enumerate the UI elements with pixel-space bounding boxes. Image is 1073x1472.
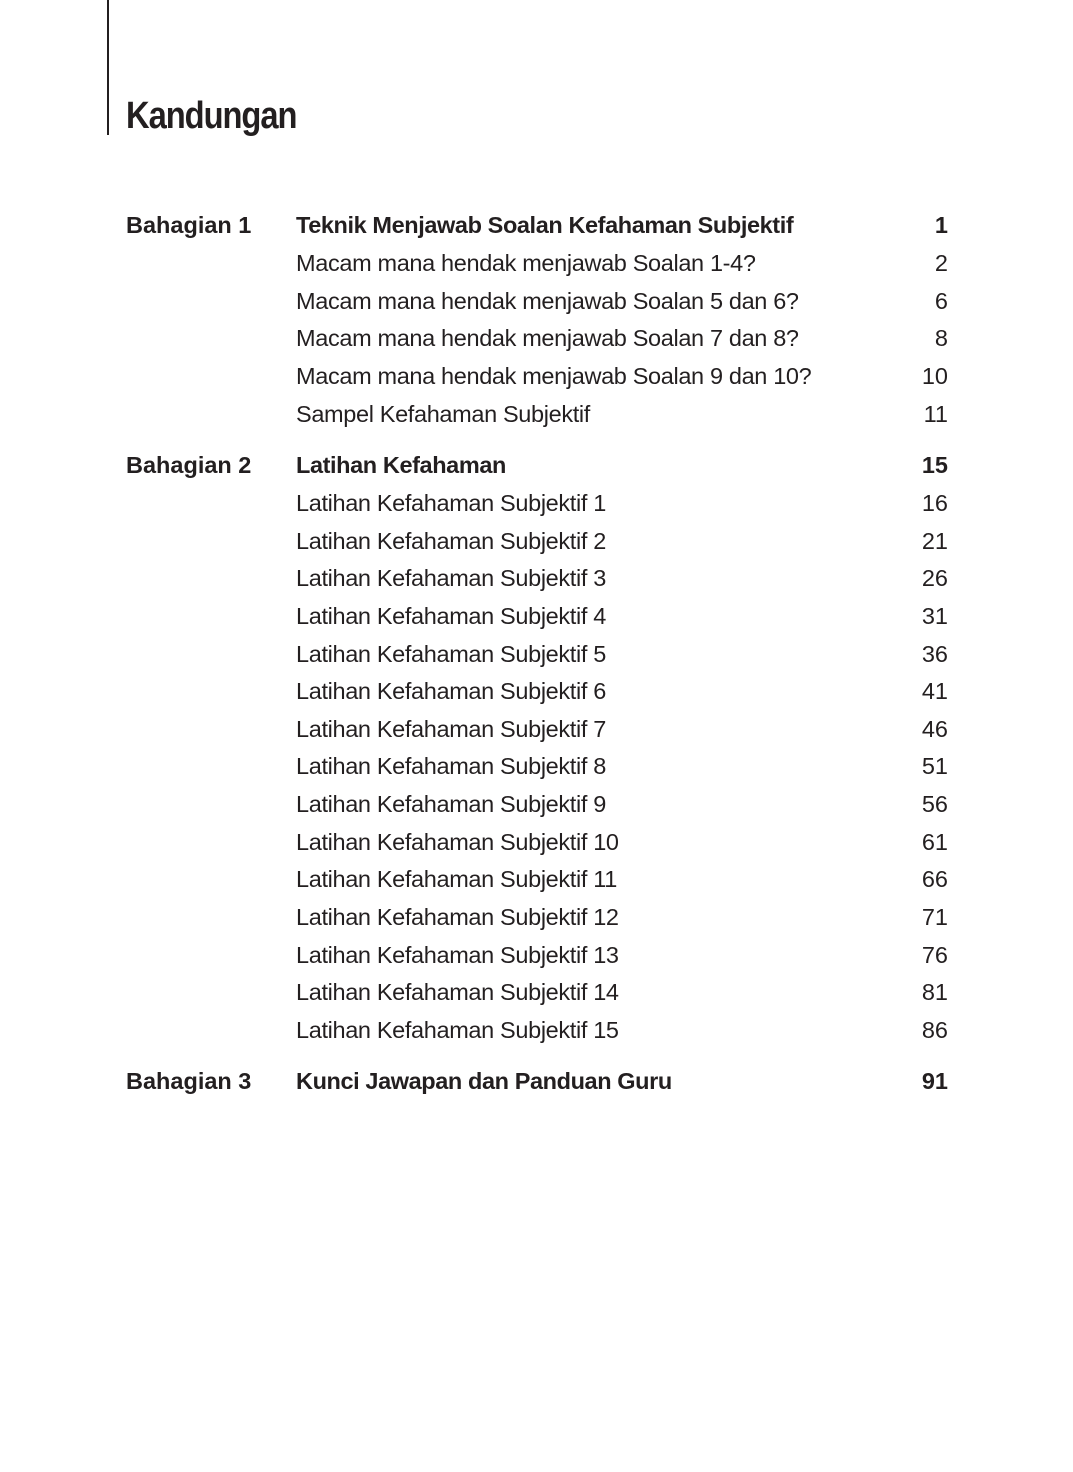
entry-page-number: 16 (921, 490, 948, 516)
entry-title: Sampel Kefahaman Subjektif (296, 400, 590, 427)
toc-entry[interactable] (126, 673, 948, 711)
toc-entry[interactable] (126, 861, 948, 899)
entry-page-number: 31 (921, 602, 948, 629)
entry-page-number: 46 (921, 715, 948, 742)
toc-entry[interactable] (126, 320, 948, 358)
section-page-number: 15 (921, 452, 948, 478)
entry-page-number: 6 (934, 287, 948, 314)
toc-entry[interactable] (126, 1012, 948, 1050)
section-label: Bahagian 1 (126, 212, 252, 238)
toc-entry[interactable] (126, 748, 948, 786)
toc-entry[interactable] (126, 245, 948, 283)
entry-title: Latihan Kefahaman Subjektif 8 (296, 753, 606, 780)
toc-section-heading[interactable] (126, 445, 948, 485)
entry-title: Latihan Kefahaman Subjektif 5 (296, 640, 606, 667)
toc-entry[interactable] (126, 523, 948, 561)
entry-page-number: 26 (921, 565, 948, 592)
toc-entry[interactable] (126, 824, 948, 862)
entry-title: Latihan Kefahaman Subjektif 3 (296, 565, 606, 592)
entry-title: Latihan Kefahaman Subjektif 7 (296, 715, 606, 742)
toc-entry[interactable] (126, 485, 948, 523)
toc-entry[interactable] (126, 283, 948, 321)
entry-title: Latihan Kefahaman Subjektif 9 (296, 791, 606, 818)
page-title: Kandungan (126, 95, 297, 137)
toc-entry[interactable] (126, 974, 948, 1012)
entry-title: Latihan Kefahaman Subjektif 11 (296, 866, 617, 893)
toc-entry[interactable] (126, 636, 948, 674)
toc-entry[interactable] (126, 560, 948, 598)
section-label: Bahagian 2 (126, 452, 252, 478)
toc-section-heading[interactable] (126, 205, 948, 245)
table-of-contents (126, 205, 948, 1101)
entry-title: Latihan Kefahaman Subjektif 12 (296, 904, 619, 931)
entry-title: Latihan Kefahaman Subjektif 4 (296, 602, 606, 629)
entry-title: Latihan Kefahaman Subjektif 14 (296, 979, 619, 1006)
toc-section-1 (126, 205, 948, 445)
entry-page-number: 71 (921, 904, 948, 931)
toc-entry[interactable] (126, 598, 948, 636)
entry-page-number: 8 (934, 325, 948, 352)
entry-page-number: 2 (934, 250, 948, 276)
entry-title: Latihan Kefahaman Subjektif 15 (296, 1016, 619, 1043)
entry-page-number: 56 (921, 791, 948, 818)
toc-entry[interactable] (126, 899, 948, 937)
entry-title: Macam mana hendak menjawab Soalan 5 dan 6? (296, 287, 799, 314)
entry-page-number: 81 (921, 979, 948, 1006)
section-title: Kunci Jawapan dan Panduan Guru (296, 1068, 672, 1094)
margin-rule (107, 0, 109, 135)
entry-title: Macam mana hendak menjawab Soalan 1-4? (296, 250, 756, 276)
entry-page-number: 21 (921, 527, 948, 554)
entry-title: Latihan Kefahaman Subjektif 1 (296, 490, 606, 516)
entry-title: Latihan Kefahaman Subjektif 13 (296, 941, 619, 968)
entry-page-number: 61 (921, 828, 948, 855)
toc-entry[interactable] (126, 937, 948, 975)
toc-entry[interactable] (126, 786, 948, 824)
toc-entry[interactable] (126, 358, 948, 396)
entry-page-number: 76 (921, 941, 948, 968)
entry-title: Macam mana hendak menjawab Soalan 7 dan 8? (296, 325, 799, 352)
entry-page-number: 36 (921, 640, 948, 667)
entry-title: Latihan Kefahaman Subjektif 10 (296, 828, 619, 855)
entry-page-number: 41 (921, 678, 948, 705)
section-title: Teknik Menjawab Soalan Kefahaman Subjektif (296, 212, 794, 238)
toc-entry[interactable] (126, 711, 948, 749)
section-page-number: 91 (921, 1068, 948, 1094)
entry-title: Latihan Kefahaman Subjektif 6 (296, 678, 606, 705)
toc-entry[interactable] (126, 396, 948, 434)
entry-title: Latihan Kefahaman Subjektif 2 (296, 527, 606, 554)
section-label: Bahagian 3 (126, 1068, 252, 1094)
toc-section-3 (126, 1061, 948, 1101)
toc-section-heading[interactable] (126, 1061, 948, 1101)
section-page-number: 1 (934, 212, 948, 238)
entry-page-number: 10 (921, 362, 948, 389)
section-title: Latihan Kefahaman (296, 452, 506, 478)
entry-title: Macam mana hendak menjawab Soalan 9 dan 10? (296, 362, 812, 389)
entry-page-number: 86 (921, 1016, 948, 1043)
entry-page-number: 66 (921, 866, 948, 893)
entry-page-number: 51 (921, 753, 948, 780)
entry-page-number: 11 (923, 400, 948, 427)
toc-section-2 (126, 445, 948, 1061)
